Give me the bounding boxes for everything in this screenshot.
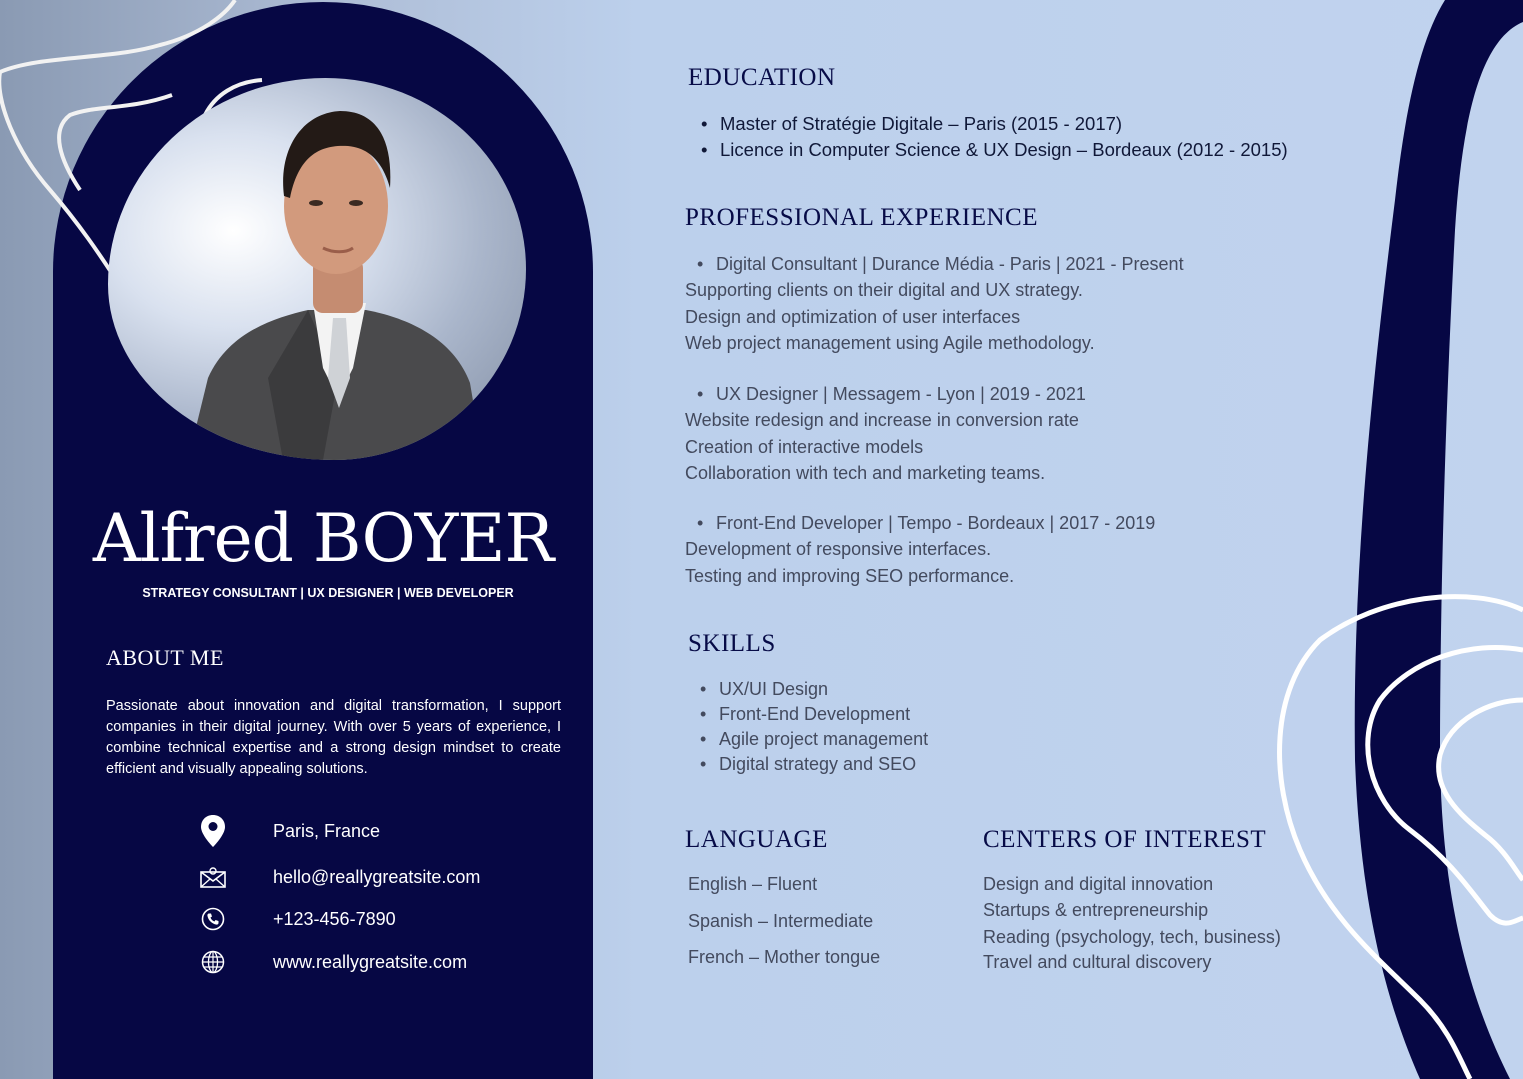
skill-item: • Front-End Development — [696, 702, 928, 727]
job-line: Testing and improving SEO performance. — [685, 565, 1015, 586]
skills-list — [696, 677, 928, 777]
contact-location-text: Paris, France — [273, 820, 381, 841]
swirl-left-mid — [0, 72, 115, 278]
about-title: ABOUT ME — [106, 645, 224, 670]
interest-item: Design and digital innovation — [983, 874, 1214, 894]
education-item: • Master of Stratégie Digitale – Paris (2015 - 2017) — [697, 111, 1288, 137]
envelope-icon — [200, 864, 226, 890]
globe-icon — [200, 949, 226, 975]
interest-item: Reading (psychology, tech, business) — [983, 927, 1281, 947]
skill-item: • Agile project management — [696, 727, 928, 752]
language-item: Spanish – Intermediate — [688, 911, 874, 931]
job-line: Supporting clients on their digital and UX strategy. — [685, 280, 1083, 300]
job-line: Creation of interactive models — [685, 436, 924, 457]
experience-job-3 — [685, 510, 1155, 589]
job-line: Website redesign and increase in conversion rate — [685, 410, 1079, 430]
job-line: Design and optimization of user interfaces — [685, 306, 1021, 327]
contact-phone[interactable] — [200, 904, 396, 934]
profile-subtitle: STRATEGY CONSULTANT | UX DESIGNER | WEB DEVELOPER — [142, 586, 514, 600]
contact-website[interactable] — [200, 947, 468, 977]
language-title: LANGUAGE — [685, 826, 828, 853]
education-title: EDUCATION — [688, 64, 836, 91]
job-heading: • UX Designer | Messagem - Lyon | 2019 - 2021 — [685, 381, 1086, 407]
education-list — [697, 111, 1288, 163]
location-pin-icon — [200, 818, 226, 844]
experience-job-2 — [685, 381, 1086, 487]
experience-job-1 — [685, 251, 1184, 357]
contact-email[interactable] — [200, 862, 481, 892]
experience-title: PROFESSIONAL EXPERIENCE — [685, 204, 1038, 231]
contact-email-text[interactable]: hello@reallygreatsite.com — [273, 866, 481, 887]
skills-title: SKILLS — [688, 630, 776, 657]
swirl-left-outer — [0, 0, 235, 72]
interests-title: CENTERS OF INTEREST — [983, 826, 1267, 853]
language-item: English – Fluent — [688, 874, 818, 894]
job-line: Development of responsive interfaces. — [685, 539, 992, 559]
skill-item: • Digital strategy and SEO — [696, 752, 928, 777]
job-heading: • Digital Consultant | Durance Média - Paris | 2021 - Present — [685, 251, 1184, 277]
phone-icon — [200, 906, 226, 932]
interest-item: Startups & entrepreneurship — [983, 900, 1209, 920]
profile-name: Alfred BOYER — [92, 500, 554, 577]
education-item: • Licence in Computer Science & UX Design – Bordeaux (2012 - 2015) — [697, 137, 1288, 163]
job-line: Web project management using Agile methodology. — [685, 333, 1095, 353]
about-text: Passionate about innovation and digital transformation, I support companies in their digital journey. With over 5 years of experience, I combine technical expertise and a strong design mindset to create efficient and visually appealing solutions. — [106, 698, 561, 777]
contact-location — [200, 816, 381, 846]
language-item: French – Mother tongue — [688, 947, 881, 967]
contact-website-text[interactable]: www.reallygreatsite.com — [273, 951, 468, 972]
job-line: Collaboration with tech and marketing teams. — [685, 463, 1046, 483]
interest-item: Travel and cultural discovery — [983, 952, 1212, 972]
job-heading: • Front-End Developer | Tempo - Bordeaux | 2017 - 2019 — [685, 510, 1155, 536]
contact-phone-text[interactable]: +123-456-7890 — [273, 908, 396, 929]
skill-item: • UX/UI Design — [696, 677, 928, 702]
